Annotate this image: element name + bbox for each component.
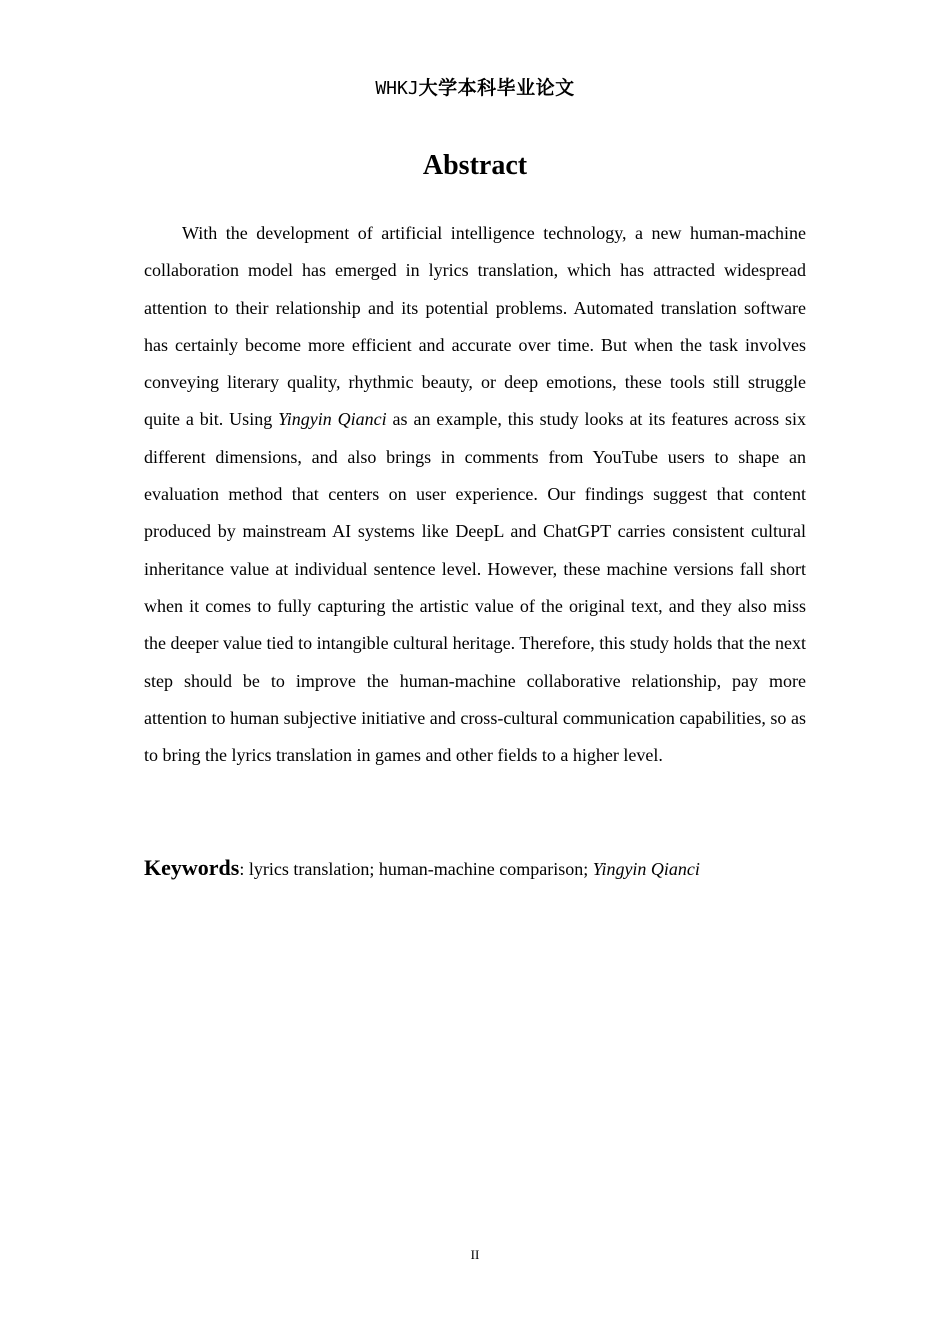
keywords-separator: : [239,859,245,879]
abstract-body-italic-title: Yingyin Qianci [278,409,387,430]
running-header [0,74,950,103]
keywords-label: Keywords [144,855,240,880]
abstract-body [144,215,806,774]
keywords-text: lyrics translation; human-machine comparison; [244,859,593,879]
abstract-body-part1: With the development of artificial intelligence technology, a new human-machine collaboration model has emerged in lyrics translation, which has attracted widespread attention to their relationship and its potential problems. Automated translation software has certainly become more efficient and accurate over time. But when the task involves conveying literary quality, rhythmic beauty, or deep emotions, these tools still struggle quite a bit. Using [144,223,806,430]
keywords-italic: Yingyin Qianci [592,859,700,879]
header-latin: WHKJ [375,78,419,99]
abstract-title: Abstract [422,150,528,181]
header-cjk: 大学本科毕业论文 [418,77,575,99]
keywords [144,850,806,887]
abstract-body-part2: as an example, this study looks at its features across six different dimensions, and also brings in comments from YouTube users to shape an evaluation method that centers on user experience. Our findings suggest that content produced by mainstream AI systems like DeepL and ChatGPT carries consistent cultural inheritance value at individual sentence level. However, these machine versions fall short when it comes to fully capturing the artistic value of the original text, and they also miss the deeper value tied to intangible cultural heritage. Therefore, this study holds that the next step should be to improve the human-machine collaborative relationship, pay more attention to human subjective initiative and cross-cultural communication capabilities, so as to bring the lyrics translation in games and other fields to a higher level. [144,409,806,766]
page-number: II [470,1247,480,1262]
